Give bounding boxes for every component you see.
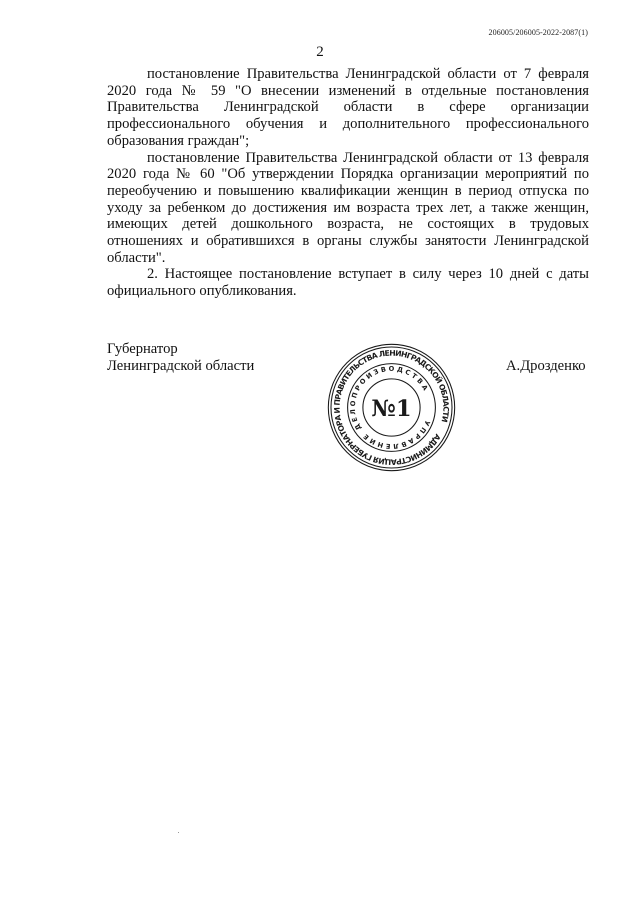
page-number: 2 [316,44,324,60]
seal-outer-text: АДМИНИСТРАЦИЯ ГУБЕРНАТОРА И ПРАВИТЕЛЬСТВА ЛЕНИНГРАДСКОЙ ОБЛАСТИ [332,348,451,467]
signatory-title [107,341,254,375]
signatory-title-line2: Ленинградской области [107,358,255,374]
paragraph-resolution-59: постановление Правительства Ленинградской области от 7 февраля 2020 года № 59 "О внесении изменений в отдельные постановления Правительства Ленинградской области в сфере организации профессионального обучения и дополнительного профессионального образования граждан"; [107,66,589,149]
paragraph-effective-date: 2. Настоящее постановление вступает в силу через 10 дней с даты официального опубликования. [107,266,589,300]
seal-center-number: №1 [371,396,412,423]
document-body [107,66,589,300]
document-id: 206005/206005-2022-2087(1) [488,28,588,37]
seal-inner-text: УПРАВЛЕНИЕ ДЕЛОПРОИЗВОДСТВА [348,364,432,451]
scan-speck [178,832,179,833]
paragraph-resolution-60: постановление Правительства Ленинградской области от 13 февраля 2020 года № 60 "Об утверждении Порядка организации мероприятий по переобучению и повышению квалификации женщин в период отпуска по уходу за ребенком до достижения им возраста трех лет, а также женщин, имеющих детей дошкольного возраста, не состоящих в трудовых отношениях и обратившихся в органы службы занятости Ленинградской области". [107,149,589,266]
signatory-name: А.Дрозденко [506,358,586,374]
official-seal-icon [325,341,458,474]
signatory-title-line1: Губернатор [107,341,178,357]
